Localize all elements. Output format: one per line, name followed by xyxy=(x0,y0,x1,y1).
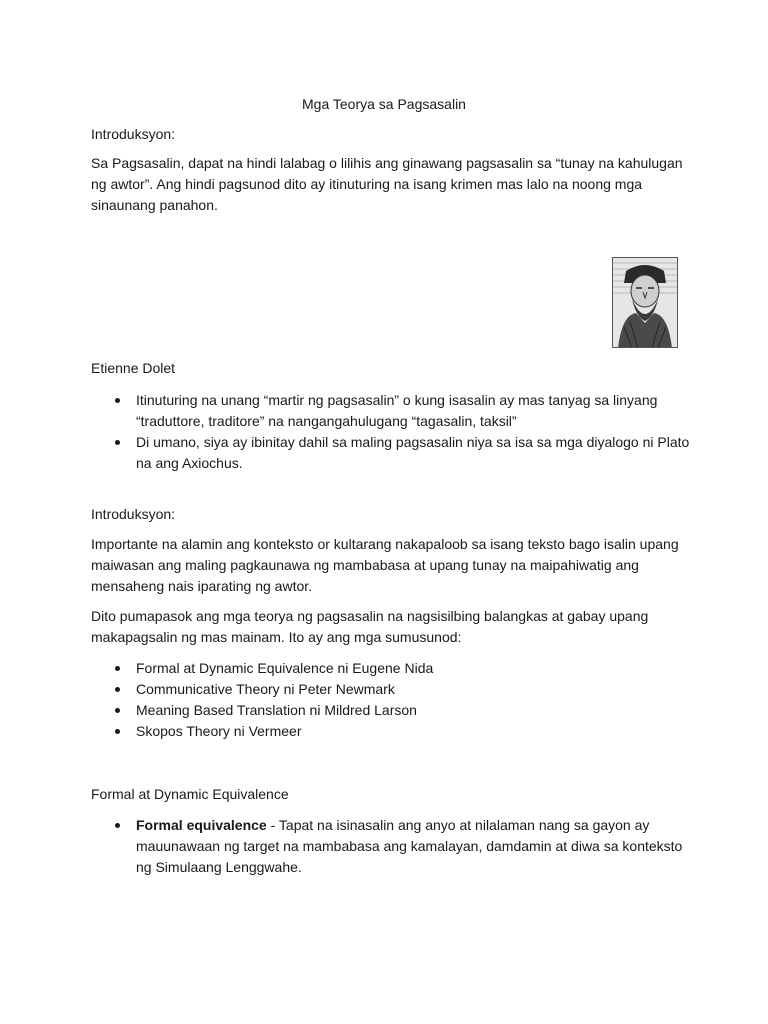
list-item: Meaning Based Translation ni Mildred Larson xyxy=(91,700,691,721)
formal-equivalence-term: Formal equivalence xyxy=(136,817,267,833)
intro-paragraph-3: Dito pumapasok ang mga teorya ng pagsasalin na nagsisilbing balangkas at gabay upang makapagsalin ng mas mainam. Ito ay ang mga sumusunod: xyxy=(91,608,649,645)
intro-paragraph-2: Importante na alamin ang konteksto or kultarang nakapaloob sa isang teksto bago isalin upang maiwasan ang maling pagkaunawa ng mambabasa at upang tunay na maipahiwatig ang mensaheng nais iparating ng awtor. xyxy=(91,536,679,594)
intro-paragraph-1: Sa Pagsasalin, dapat na hindi lalabag o lilihis ang ginawang pagsasalin sa “tunay na kahulugan ng awtor”. Ang hindi pagsunod dito ay itinuturing na isang krimen mas lalo na noong mga sinaunang panahon. xyxy=(91,155,683,213)
formal-equivalence-list xyxy=(91,815,691,878)
list-item: Communicative Theory ni Peter Newmark xyxy=(91,679,691,700)
intro-heading-2: Introduksyon: xyxy=(91,506,176,522)
document-title: Mga Teorya sa Pagsasalin xyxy=(302,96,466,112)
list-item: Di umano, siya ay ibinitay dahil sa maling pagsasalin niya sa isa sa mga diyalogo ni Plato na ang Axiochus. xyxy=(91,432,691,474)
dolet-bullet-list xyxy=(91,390,691,474)
engraved-portrait-of-etienne-dolet xyxy=(612,257,678,348)
list-item xyxy=(91,815,691,878)
list-item: Formal at Dynamic Equivalence ni Eugene Nida xyxy=(91,658,691,679)
dolet-heading: Etienne Dolet xyxy=(91,360,176,376)
list-item: Skopos Theory ni Vermeer xyxy=(91,721,691,742)
intro-heading-1: Introduksyon: xyxy=(91,126,176,142)
theories-list xyxy=(91,658,691,742)
formal-equivalence-definition: - Tapat na isinasalin ang anyo at nilalaman nang sa gayon ay mauunawaan ng target na mambabasa ang kamalayan, damdamin at diwa sa konteksto ng Simulaang Lenggwahe. xyxy=(136,817,683,875)
formal-dynamic-heading: Formal at Dynamic Equivalence xyxy=(91,786,289,802)
list-item: Itinuturing na unang “martir ng pagsasalin” o kung isasalin ay mas tanyag sa linyang “traduttore, traditore” na nangangahulugang “tagasalin, taksil” xyxy=(91,390,691,432)
